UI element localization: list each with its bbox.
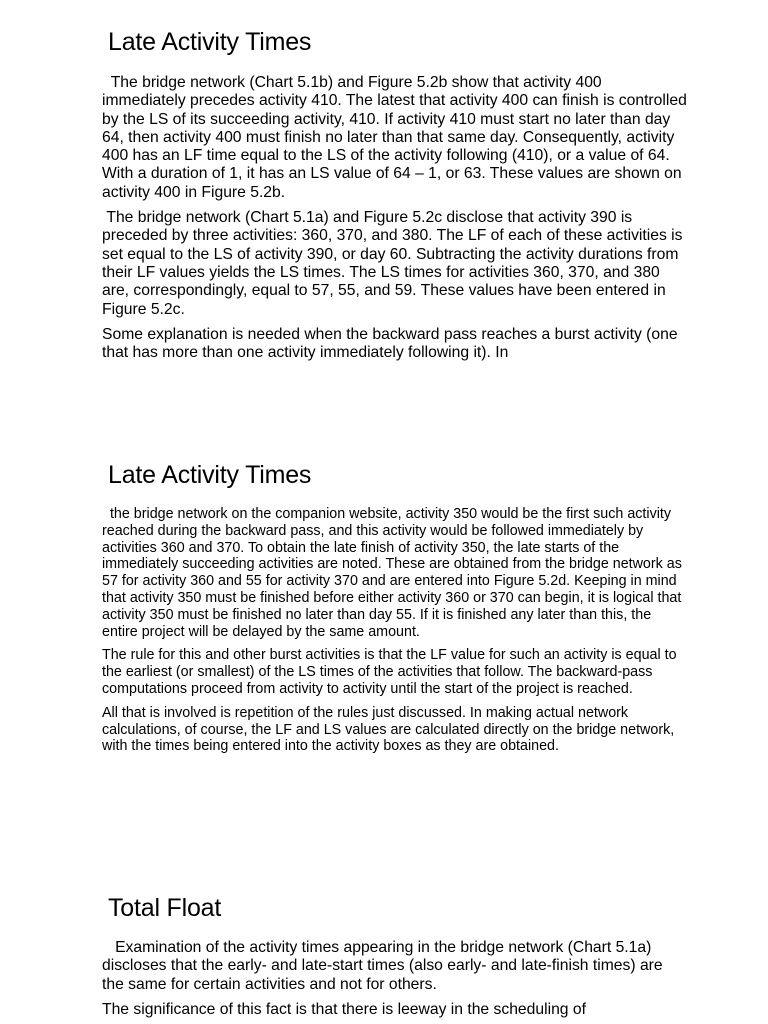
slide-body <box>102 939 687 1019</box>
body-paragraph: Some explanation is needed when the backward pass reaches a burst activity (one that has more than one activity immediately following it). In <box>102 325 682 362</box>
slide-body <box>102 74 692 362</box>
body-paragraph: All that is involved is repetition of the rules just discussed. In making actual network calculations, of course, the LF and LS values are calculated directly on the bridge network, with the times being entered into the activity boxes as they are obtained. <box>102 704 679 755</box>
slide-late-activity-times-2 <box>0 440 768 840</box>
body-paragraph: Examination of the activity times appearing in the bridge network (Chart 5.1a) discloses that the early- and late-start times (also early- and late-finish times) are the same for certain activities and not for others. <box>102 939 667 993</box>
slide-total-float <box>0 870 768 1024</box>
body-paragraph: The significance of this fact is that there is leeway in the scheduling of <box>102 1000 586 1018</box>
slide-body <box>102 506 687 755</box>
slide-title: Late Activity Times <box>108 461 312 489</box>
body-paragraph: the bridge network on the companion website, activity 350 would be the first such activity reached during the backward pass, and this activity would be followed immediately by activities 360 and 370. To obtain the late finish of activity 350, the late starts of the immediately succeeding activities are noted. These are obtained from the bridge network as 57 for activity 360 and 55 for activity 370 and are entered into Figure 5.2d. Keeping in mind that activity 350 must be finished before either activity 360 or 370 can begin, it is logical that activity 350 must be finished no later than day 55. If it is finished any later than this, the entire project will be delayed by the same amount. <box>102 506 686 640</box>
body-paragraph: The rule for this and other burst activities is that the LF value for such an activity is equal to the earliest (or smallest) of the LS times of the activities that follow. The backward-pass computations proceed from activity to activity until the start of the project is reached. <box>102 647 681 697</box>
slide-title: Total Float <box>108 894 222 922</box>
slide-late-activity-times-1 <box>0 0 768 420</box>
body-paragraph: The bridge network (Chart 5.1b) and Figure 5.2b show that activity 400 immediately precedes activity 410. The latest that activity 400 can finish is controlled by the LS of its succeeding activity, 410. If activity 410 must start no later than day 64, then activity 400 must finish no later than that same day. Consequently, activity 400 has an LF time equal to the LS of the activity following (410), or a value of 64. With a duration of 1, it has an LS value of 64 – 1, or 63. These values are shown on activity 400 in Figure 5.2b. <box>102 74 692 201</box>
body-paragraph: The bridge network (Chart 5.1a) and Figure 5.2c disclose that activity 390 is preceded by three activities: 360, 370, and 380. The LF of each of these activities is set equal to the LS of activity 390, or day 60. Subtracting the activity durations from their LF values yields the LS times. The LS times for activities 360, 370, and 380 are, correspondingly, equal to 57, 55, and 59. These values have been entered in Figure 5.2c. <box>102 209 687 318</box>
slide-title: Late Activity Times <box>108 28 312 56</box>
